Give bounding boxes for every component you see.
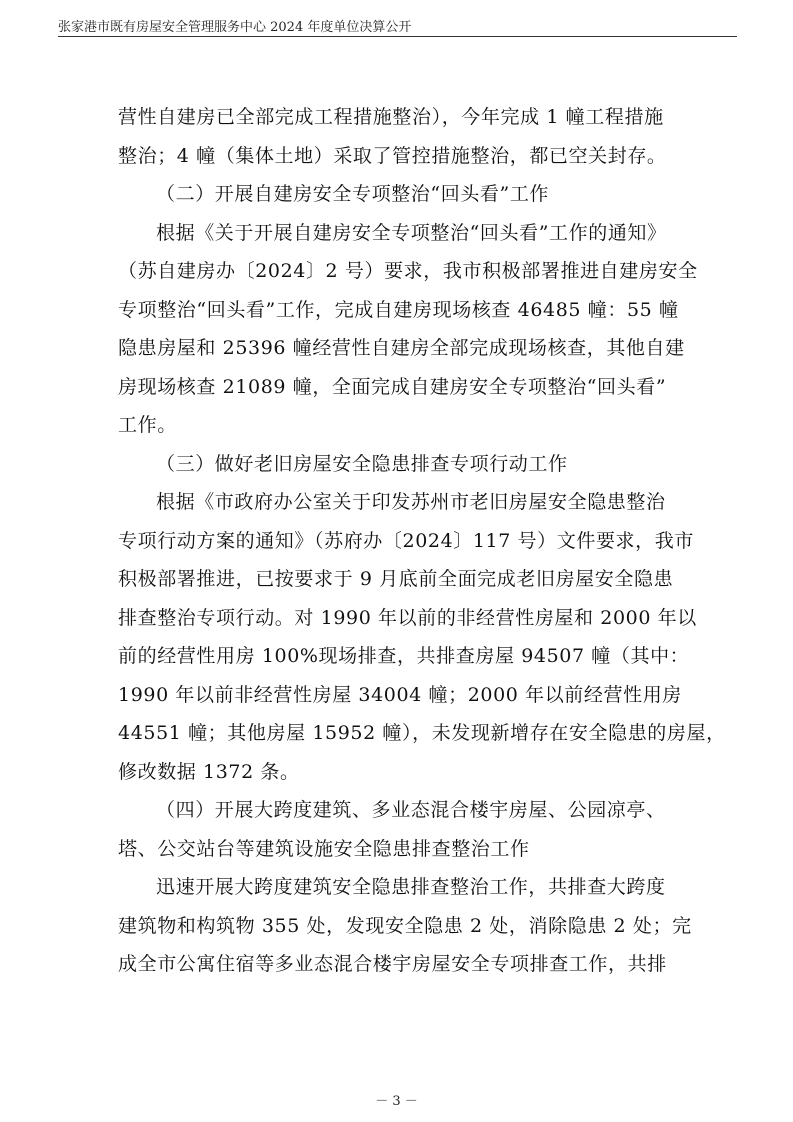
page-number: － 3 － <box>375 1094 418 1109</box>
body-line: （四）开展大跨度建筑、多业态混合楼宇房屋、公园凉亭、 <box>156 799 666 821</box>
body-line: 营性自建房已全部完成工程措施整治），今年完成 1 幢工程措施 <box>118 106 664 128</box>
header-divider <box>58 36 737 37</box>
body-line: 建筑物和构筑物 355 处，发现安全隐患 2 处，消除隐患 2 处；完 <box>118 914 692 937</box>
body-line: 房现场核查 21089 幢，全面完成自建房安全专项整治“回头看” <box>118 375 667 398</box>
body-line: 积极部署推进，已按要求于 9 月底前全面完成老旧房屋安全隐患 <box>118 568 674 590</box>
body-line: 前的经营性用房 100%现场排查，共排查房屋 94507 幢（其中： <box>118 645 690 667</box>
body-line: 专项行动方案的通知》（苏府办〔2024〕117 号）文件要求，我市 <box>118 529 694 552</box>
body-line: 工作。 <box>118 414 177 436</box>
body-line: 排查整治专项行动。对 1990 年以前的非经营性房屋和 2000 年以 <box>118 606 697 629</box>
body-line: 专项整治“回头看”工作，完成自建房现场核查 46485 幢：55 幢 <box>118 298 679 321</box>
body-line: 1990 年以前非经营性房屋 34004 幢；2000 年以前经营性用房 <box>118 683 682 706</box>
body-line: （三）做好老旧房屋安全隐患排查专项行动工作 <box>156 452 568 475</box>
document-body <box>118 98 726 984</box>
body-line: 根据《关于开展自建房安全专项整治“回头看”工作的通知》 <box>156 221 667 244</box>
body-line: （二）开展自建房安全专项整治“回头看”工作 <box>156 183 550 205</box>
body-line: 整治；4 幢（集体土地）采取了管控措施整治，都已空关封存。 <box>118 144 667 167</box>
body-line: 修改数据 1372 条。 <box>118 760 300 783</box>
body-line: 44551 幢；其他房屋 15952 幢），未发现新增存在安全隐患的房屋， <box>118 722 726 744</box>
body-line: 隐患房屋和 25396 幢经营性自建房全部完成现场核查，其他自建 <box>118 337 685 359</box>
body-line: 成全市公寓住宿等多业态混合楼宇房屋安全专项排查工作，共排 <box>118 953 667 975</box>
page-header: 张家港市既有房屋安全管理服务中心 2024 年度单位决算公开 <box>58 20 412 35</box>
body-line: 迅速开展大跨度建筑安全隐患排查整治工作，共排查大跨度 <box>156 876 666 898</box>
body-line: （苏自建房办〔2024〕2 号）要求，我市积极部署推进自建房安全 <box>118 260 698 282</box>
body-line: 根据《市政府办公室关于印发苏州市老旧房屋安全隐患整治 <box>156 491 666 513</box>
body-line: 塔、公交站台等建筑设施安全隐患排查整治工作 <box>118 837 530 860</box>
